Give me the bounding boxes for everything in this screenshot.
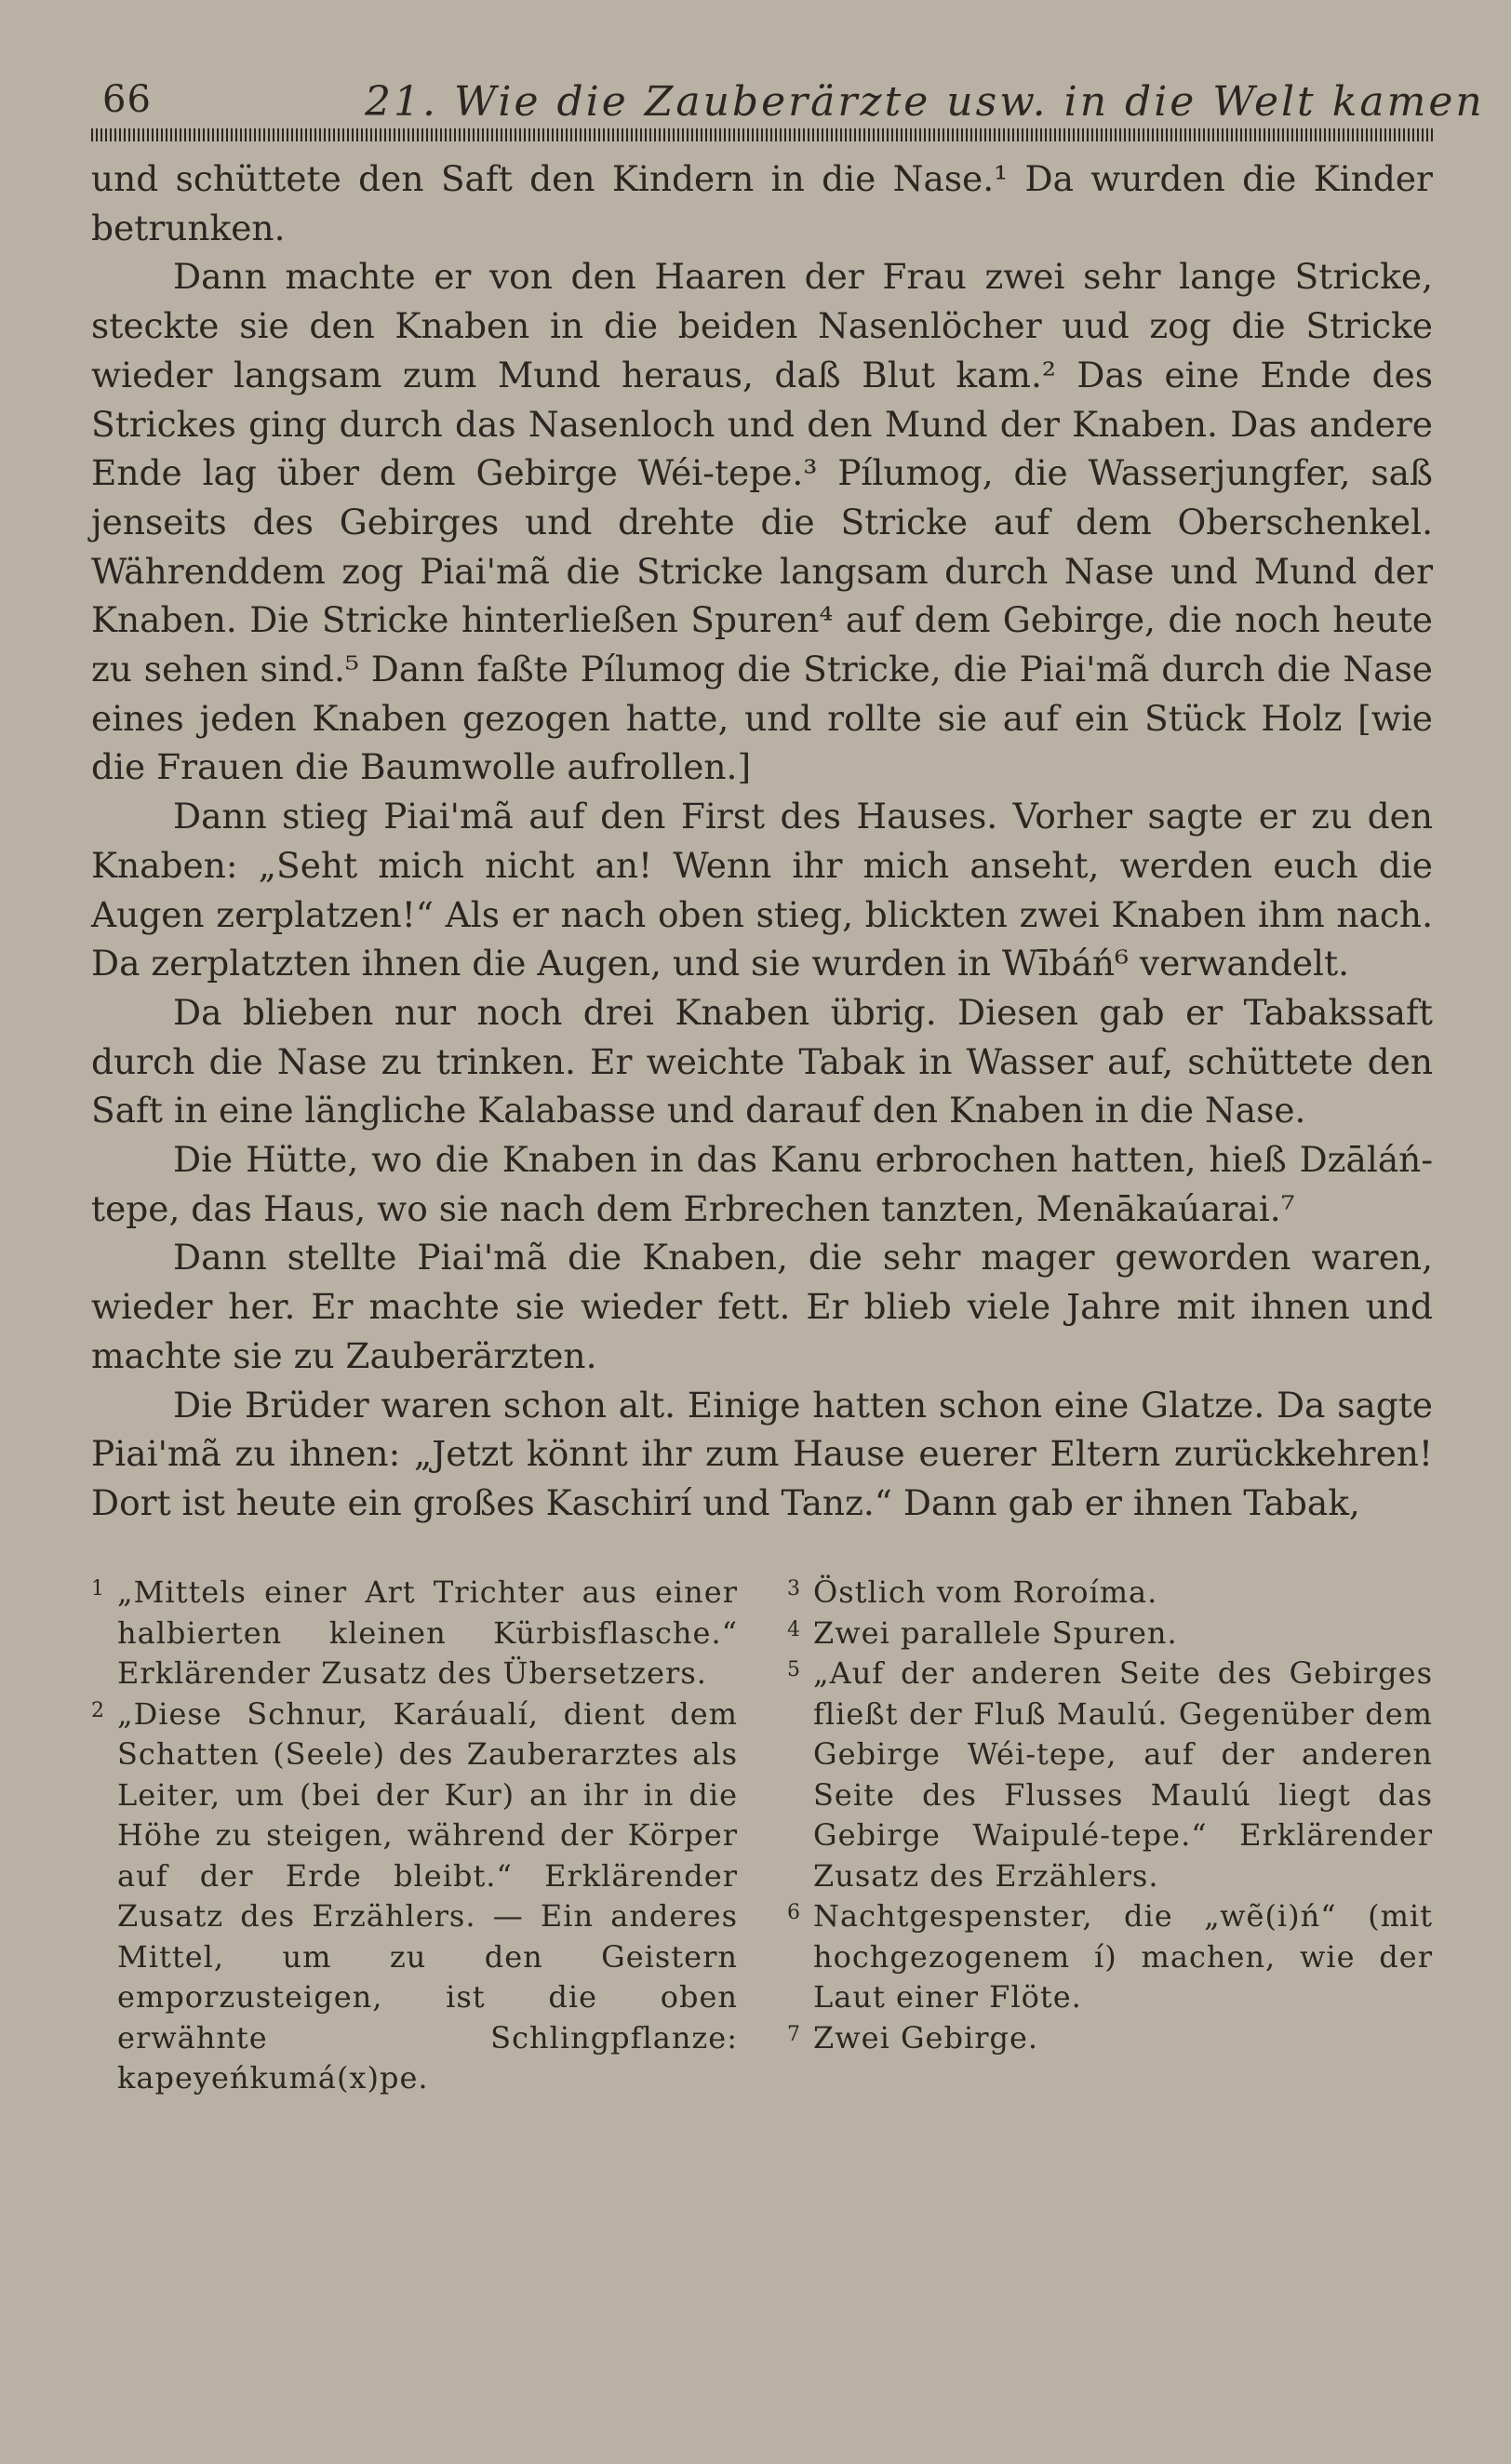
footnote-text: „Diese Schnur, Karáualí, dient dem Schatten (Seele) des Zauberarztes als Leiter, um (bei der Kur) an ihr in die Höhe zu steigen, während der Körper auf der Erde bleibt.“ Erklärender Zusatz des Erzählers. — Ein anderes Mittel, um zu den Geistern emporzusteigen, ist die oben erwähnte Schlingpflanze: kapeyeńkumá(x)pe. [117,1695,738,2096]
footnote-text: Zwei parallele Spuren. [813,1614,1178,1651]
header-rule [91,128,1433,141]
footnotes-left-column [91,1573,738,2099]
footnote-mark: 1 [91,1577,105,1600]
footnote-mark: 7 [787,2022,801,2046]
footnote-text: „Mittels einer Art Trichter aus einer halbierten kleinen Kürbisflasche.“ Erklärender Zusatz des Übersetzers. [117,1574,738,1691]
footnote-mark: 6 [787,1901,801,1924]
paragraph: Dann stellte Piai'mã die Knaben, die sehr mager geworden waren, wieder her. Er machte sie wieder fett. Er blieb viele Jahre mit ihnen und machte sie zu Zauberärzten. [91,1237,1433,1376]
footnote-text: Östlich vom Roroíma. [813,1574,1158,1610]
footnote [787,1573,1433,1614]
running-title: 21. Wie die Zauberärzte usw. in die Welt kamen [365,78,1485,126]
footnote [787,1654,1433,1896]
page-number: 66 [102,78,152,121]
footnote [91,1694,738,2099]
footnote-mark: 4 [787,1617,801,1641]
paragraph: Da blieben nur noch drei Knaben übrig. Diesen gab er Tabakssaft durch die Nase zu trinken. Er weichte Tabak in Wasser auf, schüttete den Saft in eine längliche Kalabasse und darauf den Knaben in die Nase. [91,991,1433,1132]
paragraph: Die Brüder waren schon alt. Einige hatten schon eine Glatze. Da sagte Piai'mã zu ihnen: „Jetzt könnt ihr zum Hause euerer Eltern zurückkehren! Dort ist heute ein großes Kaschirí und Tanz.“ Dann gab er ihnen Tabak, [91,1384,1433,1523]
page-header [91,74,1485,130]
footnote [91,1573,738,1694]
footnote-mark: 2 [91,1698,105,1722]
footnote [787,1896,1433,2018]
paragraph: Dann machte er von den Haaren der Frau zwei sehr lange Stricke, steckte sie den Knaben in die beiden Nasenlöcher uud zog die Stricke wieder langsam zum Mund heraus, daß Blut kam.² Das eine Ende des Strickes ging durch das Nasenloch und den Mund der Knaben. Das andere Ende lag über dem Gebirge Wéi-tepe.³ Pílumog, die Wasserjungfer, saß jenseits des Gebirges und drehte die Stricke auf dem Oberschenkel. Währenddem zog Piai'mã die Stricke langsam durch Nase und Mund der Knaben. Die Stricke hinterließen Spuren⁴ auf dem Gebirge, die noch heute zu sehen sind.⁵ Dann faßte Pílumog die Stricke, die Piai'mã durch die Nase eines jeden Knaben gezogen hatte, und rollte sie auf ein Stück Holz [wie die Frauen die Baumwolle aufrollen.] [91,256,1433,788]
footnote-mark: 5 [787,1658,801,1681]
paragraph: und schüttete den Saft den Kindern in die Nase.¹ Da wurden die Kinder betrunken. [91,158,1433,248]
footnote [787,2018,1433,2059]
footnote-text: „Auf der anderen Seite des Gebirges fließt der Fluß Maulú. Gegenüber dem Gebirge Wéi-tepe, auf der anderen Seite des Flusses Maulú liegt das Gebirge Waipulé-tepe.“ Erklärender Zusatz des Erzählers. [813,1655,1433,1894]
paragraph: Die Hütte, wo die Knaben in das Kanu erbrochen hatten, hieß Dzāláń-tepe, das Haus, wo sie nach dem Erbrechen tanzten, Menākaúarai.⁷ [91,1139,1433,1229]
footnotes-right-column [787,1573,1433,2058]
footnote-mark: 3 [787,1577,801,1600]
main-text [91,154,1433,1528]
footnote-text: Zwei Gebirge. [813,2019,1039,2056]
paragraph: Dann stieg Piai'mã auf den First des Hauses. Vorher sagte er zu den Knaben: „Seht mich nicht an! Wenn ihr mich anseht, werden euch die Augen zerplatzen!“ Als er nach oben stieg, blickten zwei Knaben ihm nach. Da zerplatzten ihnen die Augen, und sie wurden in Wībáń⁶ verwandelt. [91,796,1433,984]
footnote [787,1614,1433,1654]
footnote-text: Nachtgespenster, die „wẽ(i)ń“ (mit hochgezogenem í) machen, wie der Laut einer Flöte. [813,1898,1433,2015]
